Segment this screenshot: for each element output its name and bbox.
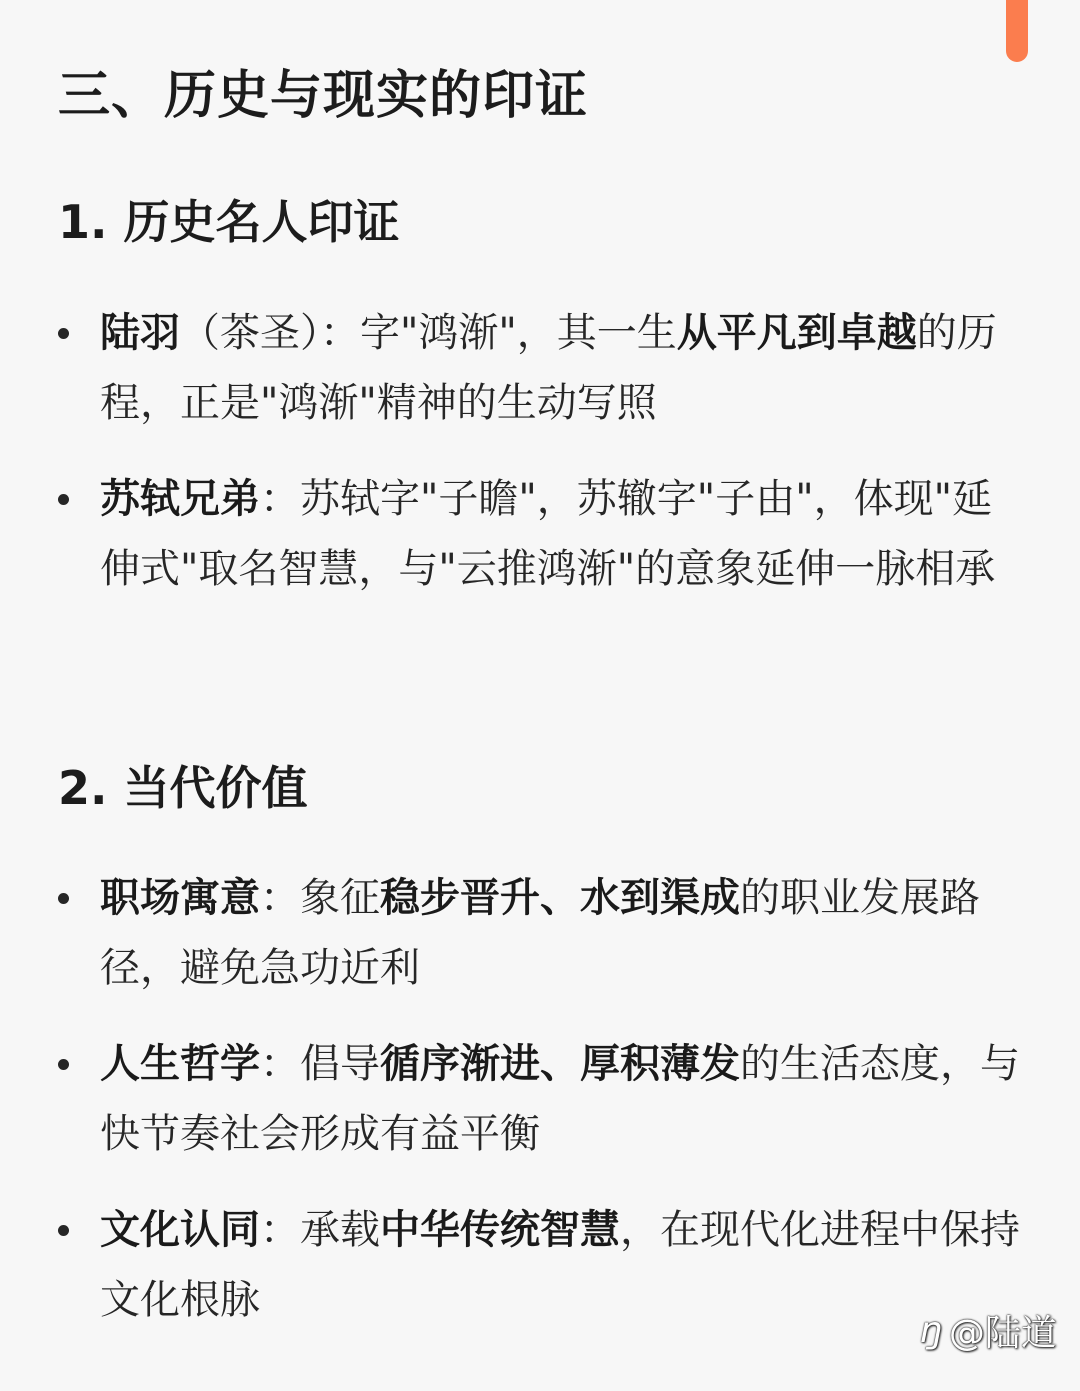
item-term: 人生哲学 [100,1041,260,1087]
watermark [920,1300,1057,1360]
item-term: 陆羽 [100,310,180,356]
section-heading-history: 1. 历史名人印证 [58,195,400,249]
list-item-sushi-brothers [100,464,1030,604]
platform-logo-icon: ŋ [920,1309,943,1351]
item-text: 的生活态度，与快节奏社会形成有益平衡 [100,1041,1020,1157]
item-term: 文化认同 [100,1207,260,1253]
item-text: ：象征 [260,875,380,921]
scroll-indicator[interactable] [1006,0,1028,62]
item-text: 的历程，正是"鸿渐"精神的生动写照 [100,310,997,426]
item-highlight: 稳步晋升、水到渠成 [380,875,740,921]
list-item-luyu [100,298,1030,438]
item-text: （茶圣）：字"鸿渐"，其一生 [180,310,677,356]
bullet-icon [58,893,69,904]
list-item-career [100,863,1030,1003]
history-list [100,298,1030,604]
item-text: ：倡导 [260,1041,380,1087]
page-title: 三、历史与现实的印证 [58,66,589,126]
bullet-icon [58,494,69,505]
watermark-author: @陆道 [948,1312,1057,1354]
item-text: ：苏轼字"子瞻"，苏辙字"子由"，体现"延伸式"取名智慧，与"云推鸿渐"的意象延伸一脉相承 [100,476,996,592]
item-highlight: 从平凡到卓越 [676,310,917,356]
item-highlight: 循序渐进、厚积薄发 [380,1041,740,1087]
list-item-cultural-identity [100,1195,1030,1335]
value-list [100,863,1030,1335]
item-text: ，在现代化进程中保持文化根脉 [100,1207,1020,1323]
bullet-icon [58,1059,69,1070]
bullet-icon [58,1225,69,1236]
list-item-life-philosophy [100,1029,1030,1169]
item-text: 的职业发展路径，避免急功近利 [100,875,980,991]
item-term: 职场寓意 [100,875,260,921]
bullet-icon [58,328,69,339]
item-highlight: 中华传统智慧 [380,1207,620,1253]
item-term: 苏轼兄弟 [100,476,260,522]
item-text: ：承载 [260,1207,380,1253]
section-heading-modern-value: 2. 当代价值 [58,761,308,815]
